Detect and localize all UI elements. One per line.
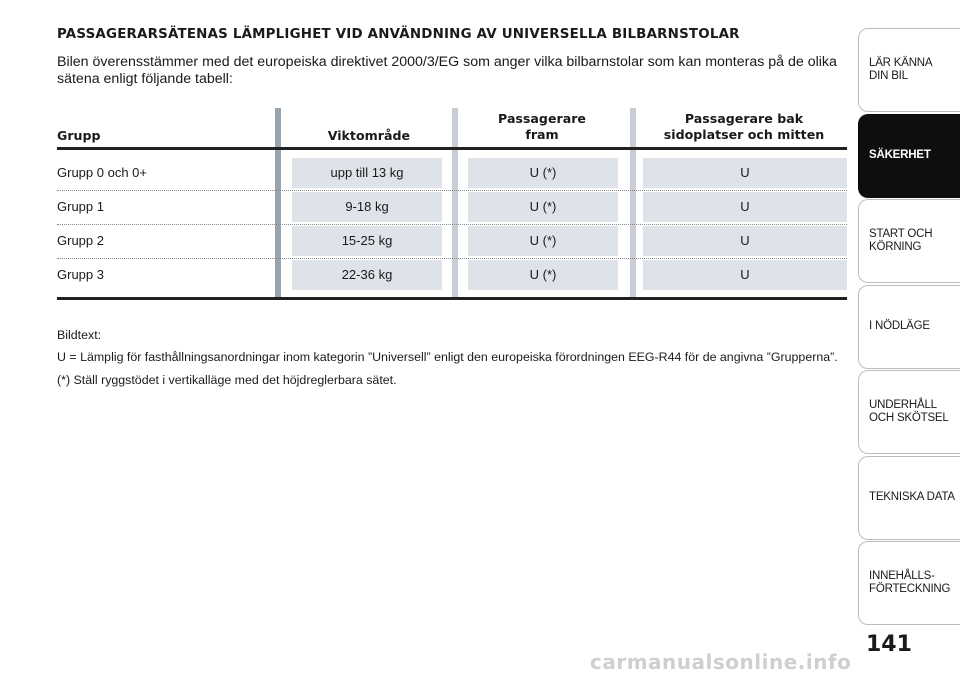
chapter-tab-label: LÄR KÄNNA DIN BIL	[869, 57, 933, 82]
cell-rear: U	[740, 267, 750, 282]
chapter-tab-label: INNEHÅLLS- FÖRTECKNING	[869, 570, 951, 595]
cell-rear: U	[740, 233, 750, 248]
header-rear-passenger: Passagerare bak sidoplatser och mitten	[663, 111, 825, 142]
cell-front: U (*)	[529, 233, 557, 248]
row-divider	[57, 224, 847, 225]
chapter-tab[interactable]	[858, 456, 960, 540]
cell-group: Grupp 2	[57, 233, 104, 248]
row-divider	[57, 190, 847, 191]
cell-front: U (*)	[529, 267, 557, 282]
chapter-tab-label: UNDERHÅLL OCH SKÖTSEL	[869, 399, 949, 424]
chapter-tab-label: I NÖDLÄGE	[869, 320, 930, 332]
watermark: carmanualsonline.info	[590, 650, 852, 674]
column-separator	[630, 108, 636, 300]
page-number: 141	[866, 632, 912, 657]
row-divider	[57, 258, 847, 259]
cell-group: Grupp 0 och 0+	[57, 165, 147, 180]
cell-weight: 9-18 kg	[345, 199, 389, 214]
chapter-tab-label: START OCH KÖRNING	[869, 228, 933, 253]
cell-front: U (*)	[529, 165, 557, 180]
cell-weight: upp till 13 kg	[330, 165, 404, 180]
header-front-passenger: Passagerare fram	[498, 111, 586, 142]
chapter-tab-label: TEKNISKA DATA	[869, 491, 955, 503]
header-weight: Viktområde	[327, 128, 410, 143]
table-bottom-rule	[57, 297, 847, 300]
cell-rear: U	[740, 165, 750, 180]
chapter-tab-label: SÄKERHET	[869, 149, 931, 161]
page-title: PASSAGERARSÄTENAS LÄMPLIGHET VID ANVÄNDNING AV UNIVERSELLA BILBARNSTOLAR	[57, 27, 740, 42]
header-rule	[57, 147, 847, 150]
cell-front: U (*)	[529, 199, 557, 214]
legend-heading: Bildtext:	[57, 328, 102, 342]
intro-paragraph: Bilen överensstämmer med det europeiska direktivet 2000/3/EG som anger vilka bilbarnstolar som kan monteras på de olika sätena enligt följande tabell:	[57, 54, 837, 87]
cell-rear: U	[740, 199, 750, 214]
legend-u-definition: U = Lämplig för fasthållningsanordningar inom kategorin ”Universell” enligt den europeiska förordningen EEG-R44 för de angivna ”Grupperna”.	[57, 350, 838, 364]
chapter-tab[interactable]	[858, 199, 960, 283]
chapter-tab[interactable]	[858, 370, 960, 454]
cell-group: Grupp 3	[57, 267, 104, 282]
cell-group: Grupp 1	[57, 199, 104, 214]
chapter-tab[interactable]	[858, 541, 960, 625]
column-separator	[275, 108, 281, 300]
column-separator	[452, 108, 458, 300]
cell-weight: 22-36 kg	[341, 267, 393, 282]
chapter-tab[interactable]	[858, 285, 960, 369]
header-group: Grupp	[57, 128, 101, 143]
chapter-tab[interactable]	[858, 28, 960, 112]
cell-weight: 15-25 kg	[341, 233, 393, 248]
legend-asterisk-note: (*) Ställ ryggstödet i vertikalläge med det höjdreglerbara sätet.	[57, 373, 397, 387]
chapter-tab[interactable]	[858, 114, 960, 198]
